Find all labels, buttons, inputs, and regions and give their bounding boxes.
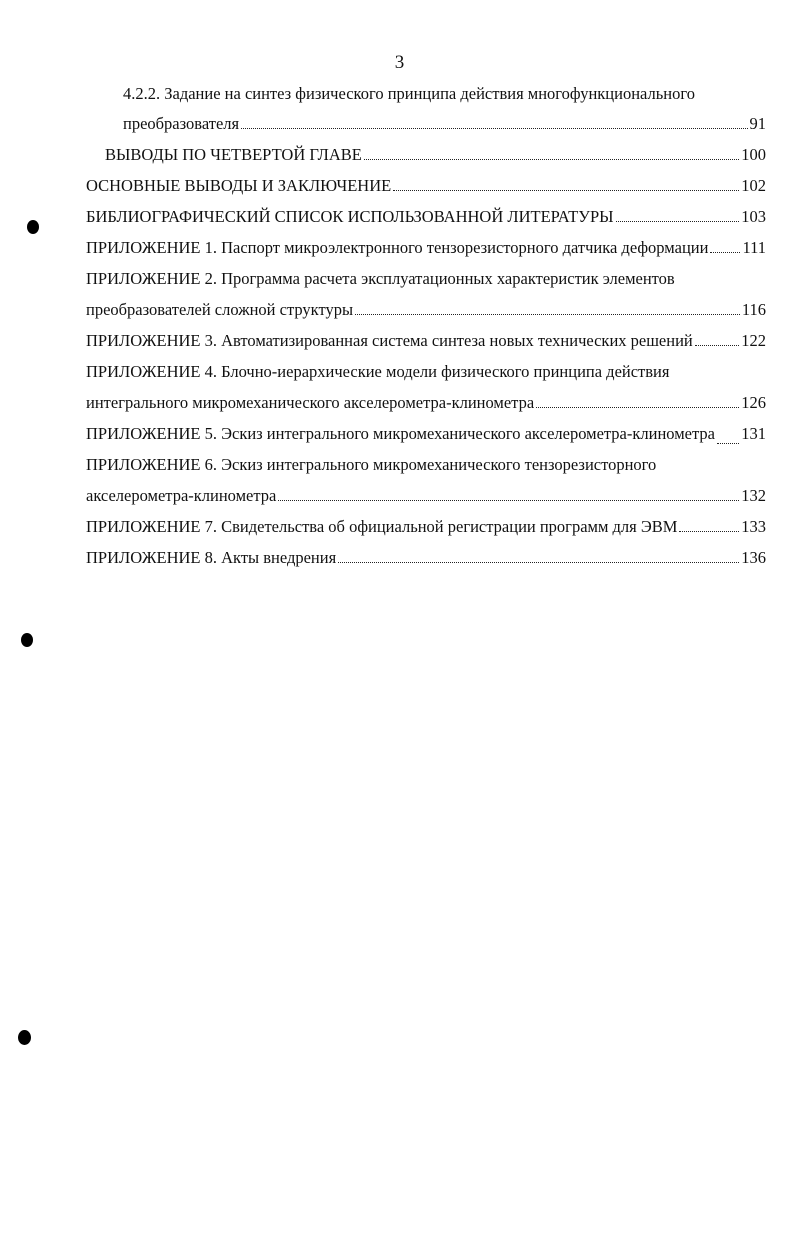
dot-leader — [536, 407, 739, 408]
toc-entry-conclusions-ch4[interactable] — [105, 145, 766, 165]
dot-leader — [695, 345, 740, 346]
dot-leader — [717, 443, 739, 444]
toc-entry-appendix-6-line1 — [86, 455, 726, 475]
toc-entry-text: преобразователя — [123, 114, 240, 133]
toc-entry-appendix-1[interactable] — [86, 238, 766, 258]
toc-page-number: 122 — [741, 331, 766, 350]
toc-entry-appendix-6-line2[interactable] — [86, 486, 766, 506]
toc-entry-text: ПРИЛОЖЕНИЕ 7. Свидетельства об официальной регистрации программ для ЭВМ — [86, 517, 678, 536]
binder-hole-mark — [21, 633, 33, 647]
dot-leader — [616, 221, 740, 222]
dot-leader — [710, 252, 740, 253]
toc-entry-text: ПРИЛОЖЕНИЕ 1. Паспорт микроэлектронного тензорезисторного датчика деформации — [86, 238, 709, 257]
toc-entry-text: ПРИЛОЖЕНИЕ 3. Автоматизированная система синтеза новых технических решений — [86, 331, 693, 350]
toc-entry-text: ОСНОВНЫЕ ВЫВОДЫ И ЗАКЛЮЧЕНИЕ — [86, 176, 392, 195]
toc-entry-text: интегрального микромеханического акселерометра-клинометра — [86, 393, 535, 412]
toc-page-number: 103 — [741, 207, 766, 226]
toc-page-number: 111 — [742, 238, 766, 257]
toc-entry-text: ПРИЛОЖЕНИЕ 5. Эскиз интегрального микромеханического акселерометра-клинометра — [86, 424, 715, 443]
toc-entry-bibliography[interactable] — [86, 207, 766, 227]
toc-entry-appendix-2-line1 — [86, 269, 726, 289]
dot-leader — [338, 562, 739, 563]
toc-page-number: 133 — [741, 517, 766, 536]
dot-leader — [355, 314, 740, 315]
toc-page-number: 116 — [741, 300, 766, 319]
toc-page-number: 100 — [741, 145, 766, 164]
toc-entry-text: ПРИЛОЖЕНИЕ 4. Блочно-иерархические модели физического принципа действия — [86, 362, 670, 381]
toc-entry-appendix-4-line2[interactable] — [86, 393, 766, 413]
toc-entry-appendix-5[interactable] — [86, 424, 766, 444]
toc-page-number: 102 — [741, 176, 766, 195]
toc-entry-text: ВЫВОДЫ ПО ЧЕТВЕРТОЙ ГЛАВЕ — [105, 145, 362, 164]
toc-entry-text: ПРИЛОЖЕНИЕ 6. Эскиз интегрального микромеханического тензорезисторного — [86, 455, 657, 474]
toc-page-number: 132 — [741, 486, 766, 505]
toc-entry-text: преобразователей сложной структуры — [86, 300, 354, 319]
toc-entry-4-2-2-line1 — [123, 84, 723, 104]
dot-leader — [241, 128, 747, 129]
binder-hole-mark — [27, 220, 39, 234]
toc-page-number: 126 — [741, 393, 766, 412]
toc-entry-text: 4.2.2. Задание на синтез физического принципа действия многофункционального — [123, 84, 695, 103]
toc-entry-appendix-7[interactable] — [86, 517, 766, 537]
binder-hole-mark — [18, 1030, 31, 1045]
toc-entry-main-conclusions[interactable] — [86, 176, 766, 196]
toc-entry-4-2-2-line2[interactable] — [123, 114, 766, 134]
toc-entry-appendix-4-line1 — [86, 362, 726, 382]
toc-page-number: 136 — [741, 548, 766, 567]
toc-page-number: 131 — [741, 424, 766, 443]
dot-leader — [393, 190, 739, 191]
toc-page-number: 91 — [749, 114, 766, 133]
toc-entry-text: акселерометра-клинометра — [86, 486, 277, 505]
toc-entry-appendix-8[interactable] — [86, 548, 766, 568]
toc-entry-text: БИБЛИОГРАФИЧЕСКИЙ СПИСОК ИСПОЛЬЗОВАННОЙ ЛИТЕРАТУРЫ — [86, 207, 614, 226]
toc-entry-text: ПРИЛОЖЕНИЕ 2. Программа расчета эксплуатационных характеристик элементов — [86, 269, 675, 288]
page-number: 3 — [394, 52, 405, 73]
dot-leader — [278, 500, 739, 501]
toc-entry-appendix-3[interactable] — [86, 331, 766, 351]
dot-leader — [364, 159, 739, 160]
toc-entry-appendix-2-line2[interactable] — [86, 300, 766, 320]
dot-leader — [679, 531, 739, 532]
toc-entry-text: ПРИЛОЖЕНИЕ 8. Акты внедрения — [86, 548, 337, 567]
